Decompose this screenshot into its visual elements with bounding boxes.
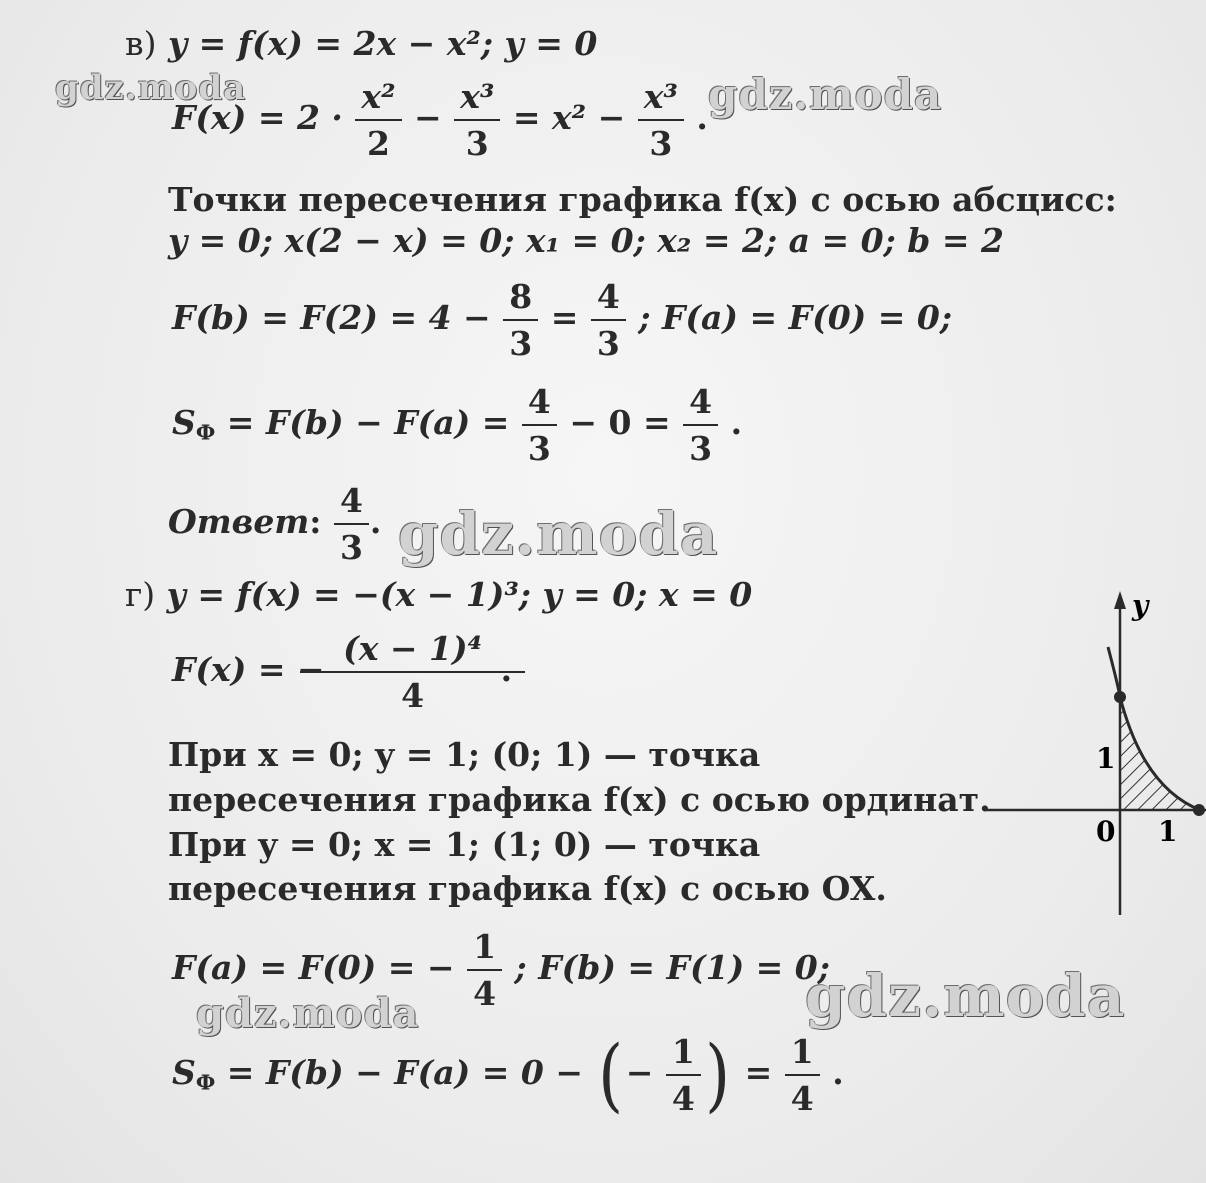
part-g-problem xyxy=(125,575,753,614)
watermark-2: gdz.moda xyxy=(708,70,943,119)
tick-x-0: 0 xyxy=(1096,815,1116,848)
equals-sign: = xyxy=(744,1053,773,1092)
watermark-5: gdz.moda xyxy=(196,990,420,1037)
y-axis-label: y xyxy=(1132,589,1149,622)
fraction: $\frac{1}{4}$ xyxy=(669,1035,698,1115)
part-v-Fb xyxy=(172,277,953,363)
S-symbol: S xyxy=(172,403,196,442)
Fa-text: ; F(a) = F(0) = 0; xyxy=(638,298,953,337)
fraction: $\frac{\text{(x − 1)⁴}}{4}$ xyxy=(340,632,485,712)
part-g-antiderivative: F(x) = − $\frac{\text{(x − 1)⁴}}{4}$ . xyxy=(172,632,512,712)
part-v-antiderivative xyxy=(172,77,708,163)
fraction: $\frac{\text{x³}}{3}$ xyxy=(457,80,497,160)
minus-sign: − xyxy=(414,98,442,137)
part-v-roots: y = 0; x(2 − x) = 0; x₁ = 0; x₂ = 2; a = 0; b = 2 xyxy=(168,221,1004,260)
part-v-intersection-text: Точки пересечения графика f(x) с осью абсцисс: xyxy=(168,180,1117,219)
fraction: $\frac{4}{3}$ xyxy=(686,385,715,465)
part-g-function: y = f(x) = −(x − 1)³; y = 0; x = 0 xyxy=(166,575,753,614)
F-prefix: F(x) = 2 · xyxy=(172,98,343,137)
S-expression: = F(b) − F(a) = xyxy=(226,403,510,442)
F-prefix: F(x) = − xyxy=(172,650,325,689)
S-subscript: Ф xyxy=(195,1070,216,1095)
Fb-prefix: F(b) = F(2) = 4 − xyxy=(172,298,491,337)
part-g-Fa xyxy=(172,927,830,1013)
equals-sign: = xyxy=(550,298,579,337)
part-v-answer: Ответ: $\frac{4}{3}$ . xyxy=(168,481,382,567)
tick-x-1: 1 xyxy=(1158,815,1178,848)
Fb-text: ; F(b) = F(1) = 0; xyxy=(514,948,830,987)
period: . xyxy=(696,98,708,137)
function-graph xyxy=(980,585,1206,915)
fraction: $\frac{\text{x²}}{2}$ xyxy=(358,80,398,160)
fraction: $\frac{1}{4}$ xyxy=(788,1035,817,1115)
fraction: $\frac{4}{3}$ xyxy=(525,385,554,465)
fraction: $\frac{1}{4}$ xyxy=(470,930,499,1010)
equals-text: = x² − xyxy=(512,98,626,137)
watermark-3: gdz.moda xyxy=(398,500,719,568)
fraction: $\frac{8}{3}$ xyxy=(506,280,535,360)
answer-colon: : xyxy=(309,502,322,541)
S-symbol: S xyxy=(172,1053,196,1092)
S-expression-2: − 0 = xyxy=(569,403,671,442)
part-g-label: г) xyxy=(125,575,156,614)
part-g-text-1: При x = 0; y = 1; (0; 1) — точка xyxy=(168,735,761,774)
S-expression: = F(b) − F(a) = 0 − xyxy=(226,1053,583,1092)
y-axis-arrow xyxy=(1114,591,1126,609)
tick-y-1: 1 xyxy=(1096,742,1116,775)
shaded-area xyxy=(1120,697,1200,810)
fraction: $\frac{\text{x³}}{3}$ xyxy=(641,80,681,160)
part-v-problem xyxy=(125,24,598,63)
Fa-prefix: F(a) = F(0) = − xyxy=(172,948,455,987)
part-v-area: $S_Ф = F(b) - F(a)$ = $\frac{4}{3}$ − 0 = $\frac{4}{3}$ . xyxy=(172,382,743,468)
inner-minus: − xyxy=(625,1053,654,1092)
point-1-0 xyxy=(1193,804,1205,816)
watermark-1: gdz.moda xyxy=(55,68,247,108)
part-g-text-3: При y = 0; x = 1; (1; 0) — точка xyxy=(168,825,761,864)
part-v-function: y = f(x) = 2x − x²; y = 0 xyxy=(167,24,598,63)
part-g-text-2: пересечения графика f(x) с осью ординат. xyxy=(168,780,991,819)
answer-label: Ответ xyxy=(168,502,310,541)
part-g-text-4: пересечения графика f(x) с осью OX. xyxy=(168,869,887,908)
point-0-1 xyxy=(1114,691,1126,703)
fraction: $\frac{4}{3}$ xyxy=(594,280,623,360)
answer-fraction: $\frac{4}{3}$ xyxy=(337,484,366,564)
S-subscript: Ф xyxy=(195,420,216,445)
part-v-label: в) xyxy=(125,24,157,63)
part-g-area: $S_Ф = F(b) - F(a) = 0$ − (− $\frac{1}{4}$ ) = $\frac{1}{4}$ . xyxy=(172,1028,844,1121)
watermark-4: gdz.moda xyxy=(805,962,1126,1030)
